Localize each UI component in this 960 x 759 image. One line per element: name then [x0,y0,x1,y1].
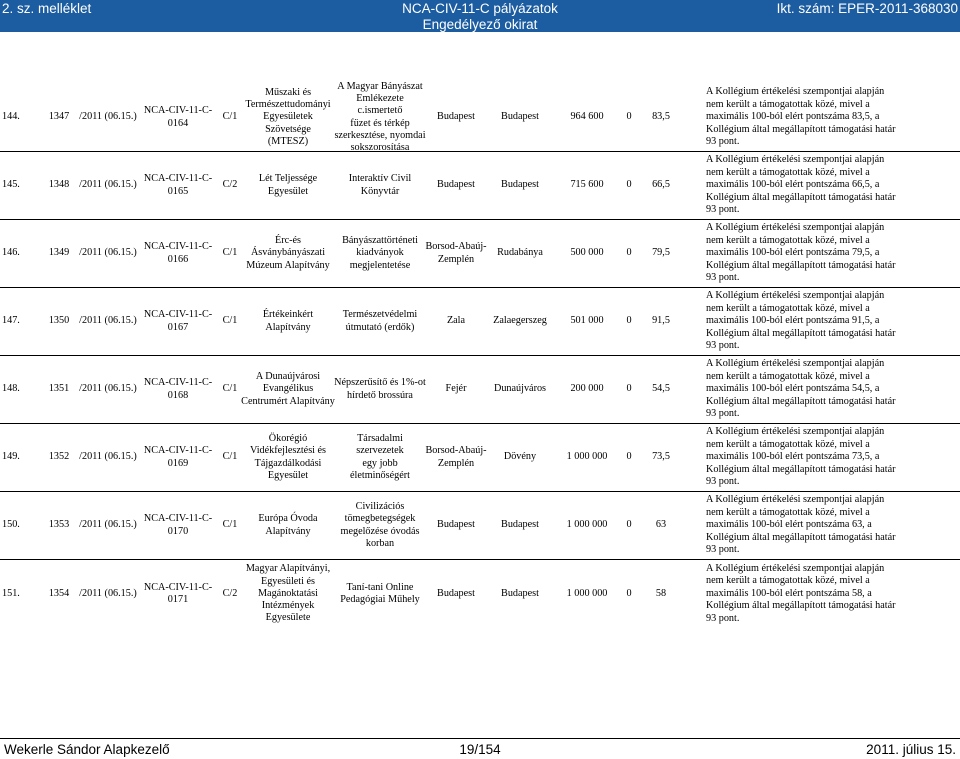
project-title-line: Taní-tani Online [346,581,414,593]
cell-organization-name [240,424,336,491]
cell-row-number [2,356,42,423]
organization-name-line: Centrumért Alapítvány [241,395,335,407]
cell-city [488,84,552,151]
organization-name-line: Intézmények [261,600,315,612]
county-line: Zemplén [437,457,475,469]
score-text: 58 [655,587,667,599]
score-text: 79,5 [652,247,670,259]
cell-application-code [140,356,216,423]
table-row [0,492,960,560]
header-annex-label: 2. sz. melléklet [2,1,92,16]
cell-row-number [2,152,42,219]
footer-organization: Wekerle Sándor Alapkezelő [4,742,170,757]
cell-row-number [2,424,42,491]
organization-name-line: Európa Óvoda [258,513,318,525]
project-title-line: hírdető brossúra [347,389,413,401]
cell-organization-name [240,560,336,628]
organization-name-line: Érc-és [274,235,302,247]
rejection-reason-text: A Kollégium értékelési szempontjai alapján nem került a támogatottak közé, mivel a maximális 100-ból elért pontszáma 54,5, a Kollégium által megállapított támogatási határ 93 pont. [706,358,896,420]
project-title-line: egy jobb életminőségért [350,457,410,481]
organization-name-line: Lét Teljessége [258,173,318,185]
application-code-line: 0167 [167,321,189,333]
granted-amount-text: 0 [626,383,632,395]
cell-city [488,560,552,628]
granted-amount-text: 0 [626,587,632,599]
rejection-reason-text: A Kollégium értékelési szempontjai alapján nem került a támogatottak közé, mivel a maximális 100-ból elért pontszáma 79,5, a Kollégium által megállapított támogatási határ 93 pont. [706,222,896,284]
organization-name-line: Értékeinkért Alapítvány [262,309,314,333]
cell-county [424,288,488,355]
organization-name-line: Egyesülete [265,612,311,624]
cell-application-code [140,424,216,491]
cell-organization-name [240,152,336,219]
application-code-line: 0166 [167,253,189,265]
application-code-line: 0171 [167,594,189,605]
cell-city [488,152,552,219]
cell-score [636,560,686,628]
cell-decision-date [76,356,140,423]
cell-application-code [140,560,216,628]
cell-row-number [2,560,42,628]
cell-score [636,288,686,355]
decision-date-text: /2011 (06.15.) [79,587,137,599]
row-number-text: 144. [2,111,20,123]
requested-amount-text: 1 000 000 [566,451,608,463]
cell-granted-amount [622,220,636,287]
county-line: Zemplén [437,253,475,265]
project-title-line: megjelentetése [349,259,411,271]
organization-name-line: Tájgazdálkodási [254,457,322,469]
application-code-line: NCA-CIV-11-C- [143,581,213,593]
city-text: Budapest [501,179,539,191]
application-id-text: 1351 [48,383,70,395]
cell-row-number [2,288,42,355]
cell-decision-date [76,492,140,559]
county-text: Budapest [437,587,475,599]
category-text: C/1 [222,111,238,123]
cell-decision-date [76,560,140,628]
cell-decision-date [76,288,140,355]
county-line: Borsod-Abaúj- [425,241,487,253]
organization-name-line: Természettudományi [245,99,331,111]
score-text: 91,5 [652,315,670,327]
granted-amount-text: 0 [626,315,632,327]
cell-requested-amount [552,288,622,355]
requested-amount-text: 1 000 000 [566,519,608,531]
cell-application-id [42,288,76,355]
granted-amount-text: 0 [626,451,632,463]
project-title-line: Bányászattörténeti [342,235,418,247]
project-title-line: sokszorosítása [350,142,410,154]
cell-city [488,288,552,355]
cell-row-number [2,492,42,559]
cell-rejection-reason [706,424,960,491]
city-text: Budapest [501,111,539,123]
cell-rejection-reason [706,560,960,628]
organization-name-line: Egyesület [267,469,309,481]
project-title-line: Pedagógiai Műhely [340,594,420,605]
cell-county [424,560,488,628]
cell-granted-amount [622,288,636,355]
cell-requested-amount [552,152,622,219]
decision-date-text: /2011 (06.15.) [79,315,137,327]
cell-project-title [334,220,426,287]
cell-application-id [42,84,76,151]
project-title-line: Könyvtár [360,185,400,197]
city-text: Dövény [503,451,537,463]
requested-amount-text: 200 000 [570,383,604,395]
cell-requested-amount [552,220,622,287]
application-code-line: NCA-CIV-11-C- [143,105,213,117]
cell-county [424,220,488,287]
cell-county [424,152,488,219]
cell-organization-name [240,220,336,287]
application-code-line: NCA-CIV-11-C- [143,513,213,525]
category-text: C/1 [222,247,238,259]
row-number-text: 148. [2,383,20,395]
cell-county [424,84,488,151]
cell-application-id [42,560,76,628]
county-text: Budapest [437,519,475,531]
organization-name-line: Múzeum Alapítvány [246,259,330,271]
city-text: Budapest [501,587,539,599]
project-title-line: Népszerűsítő és 1%-ot [334,377,426,389]
application-id-text: 1354 [48,587,70,599]
application-code-line: 0170 [167,525,189,537]
cell-organization-name [240,288,336,355]
page-footer [0,738,960,759]
cell-rejection-reason [706,152,960,219]
row-number-text: 145. [2,179,20,191]
row-number-text: 150. [2,519,20,531]
table-row [0,220,960,288]
cell-granted-amount [622,492,636,559]
cell-application-code [140,84,216,151]
cell-application-code [140,492,216,559]
organization-name-line: Egyesületek Szövetsége [263,111,313,135]
table-row [0,560,960,628]
organization-name-line: Magyar Alapítványi, [245,563,331,575]
cell-granted-amount [622,356,636,423]
table-row [0,288,960,356]
cell-application-id [42,492,76,559]
row-number-text: 147. [2,315,20,327]
cell-application-id [42,152,76,219]
decision-date-text: /2011 (06.15.) [79,383,137,395]
row-number-text: 151. [2,587,20,599]
cell-score [636,424,686,491]
organization-name-line: Egyesület [267,185,309,197]
project-title-line: korban [365,537,395,549]
score-text: 54,5 [652,383,670,395]
rejection-reason-text: A Kollégium értékelési szempontjai alapján nem került a támogatottak közé, mivel a maximális 100-ból elért pontszáma 73,5, a Kollégium által megállapított támogatási határ 93 pont. [706,426,896,488]
cell-requested-amount [552,424,622,491]
city-text: Dunaújváros [493,383,547,395]
category-text: C/1 [222,315,238,327]
cell-county [424,492,488,559]
organization-name-line: Evangélikus [262,383,314,395]
organization-name-line: Magánoktatási [258,587,318,599]
decision-date-text: /2011 (06.15.) [79,451,137,463]
cell-requested-amount [552,356,622,423]
cell-rejection-reason [706,288,960,355]
cell-application-code [140,152,216,219]
cell-city [488,220,552,287]
cell-requested-amount [552,492,622,559]
cell-granted-amount [622,84,636,151]
cell-project-title [334,424,426,491]
row-number-text: 146. [2,247,20,259]
cell-application-id [42,424,76,491]
cell-requested-amount [552,560,622,628]
cell-city [488,492,552,559]
cell-granted-amount [622,152,636,219]
decision-date-text: /2011 (06.15.) [79,179,137,191]
score-text: 63 [655,519,667,531]
organization-name-line: Alapítvány [265,525,311,537]
decision-date-text: /2011 (06.15.) [79,111,137,123]
footer-date: 2011. július 15. [866,742,956,757]
cell-organization-name [240,84,336,151]
cell-city [488,424,552,491]
granted-amount-text: 0 [626,179,632,191]
city-text: Zalaegerszeg [493,315,547,327]
category-text: C/2 [222,587,238,599]
application-code-line: 0164 [167,117,189,129]
organization-name-line: Műszaki és [264,86,312,98]
granted-amount-text: 0 [626,247,632,259]
project-title-line: Természetvédelmi [342,309,418,321]
county-line: Borsod-Abaúj- [425,445,487,457]
application-code-line: NCA-CIV-11-C- [143,241,213,253]
county-text: Budapest [437,111,475,123]
project-title-line: útmutató (erdők) [345,321,415,333]
project-title-line: Interaktív Civil [348,173,412,185]
cell-project-title [334,356,426,423]
header-title-line1: NCA-CIV-11-C pályázatok [402,1,558,16]
project-title-line: füzet és térkép [350,117,410,129]
organization-name-line: Vidékfejlesztési és [249,445,327,457]
cell-application-id [42,220,76,287]
organization-name-line: A Dunaújvárosi [255,371,321,383]
cell-rejection-reason [706,220,960,287]
cell-score [636,492,686,559]
cell-score [636,84,686,151]
cell-rejection-reason [706,356,960,423]
rejection-reason-text: A Kollégium értékelési szempontjai alapján nem került a támogatottak közé, mivel a maximális 100-ból elért pontszáma 83,5, a Kollégium által megállapított támogatási határ 93 pont. [706,86,896,148]
score-text: 83,5 [652,111,670,123]
cell-score [636,356,686,423]
decision-date-text: /2011 (06.15.) [79,519,137,531]
category-text: C/1 [222,519,238,531]
application-code-line: NCA-CIV-11-C- [143,377,213,389]
cell-project-title [334,560,426,628]
cell-project-title [334,288,426,355]
footer-page-number: 19/154 [459,742,501,757]
application-code-line: 0165 [167,185,189,197]
header-title-line2: Engedélyező okirat [422,17,538,32]
application-id-text: 1353 [48,519,70,531]
table-row [0,356,960,424]
application-code-line: NCA-CIV-11-C- [143,445,213,457]
cell-row-number [2,220,42,287]
cell-application-code [140,220,216,287]
cell-project-title [334,80,426,154]
city-text: Rudabánya [497,247,543,259]
cell-county [424,356,488,423]
cell-granted-amount [622,560,636,628]
category-text: C/2 [222,179,238,191]
cell-requested-amount [552,84,622,151]
table-row [0,152,960,220]
cell-score [636,152,686,219]
cell-organization-name [240,492,336,559]
application-id-text: 1347 [48,111,70,123]
project-title-line: Emlékezete c.ismertető [356,92,404,117]
requested-amount-text: 500 000 [570,247,604,259]
county-text: Budapest [437,179,475,191]
cell-score [636,220,686,287]
cell-decision-date [76,424,140,491]
project-title-line: A Magyar Bányászat [337,80,423,92]
project-title-line: Társadalmi szervezetek [356,432,404,457]
project-title-line: megelőzése óvodás [340,525,420,537]
county-text: Fejér [445,383,467,395]
organization-name-line: Ásványbányászati [250,247,326,259]
rejection-reason-text: A Kollégium értékelési szempontjai alapján nem került a támogatottak közé, mivel a maximális 100-ból elért pontszáma 63, a Kollégium által megállapított támogatási határ 93 pont. [706,494,896,556]
city-text: Budapest [501,519,539,531]
requested-amount-text: 964 600 [570,111,604,123]
cell-application-code [140,288,216,355]
application-code-line: NCA-CIV-11-C- [143,309,213,321]
cell-granted-amount [622,424,636,491]
project-title-line: szerkesztése, nyomdai [334,129,426,141]
cell-decision-date [76,220,140,287]
cell-organization-name [240,356,336,423]
table-row [0,424,960,492]
application-code-line: 0168 [167,389,189,401]
granted-amount-text: 0 [626,111,632,123]
county-text: Zala [446,315,466,327]
cell-rejection-reason [706,492,960,559]
granted-amount-text: 0 [626,519,632,531]
application-code-line: 0169 [167,457,189,469]
category-text: C/1 [222,451,238,463]
requested-amount-text: 715 600 [570,179,604,191]
results-table [0,80,960,628]
rejection-reason-text: A Kollégium értékelési szempontjai alapján nem került a támogatottak közé, mivel a maximális 100-ból elért pontszáma 91,5, a Kollégium által megállapított támogatási határ 93 pont. [706,290,896,352]
cell-project-title [334,492,426,559]
organization-name-line: (MTESZ) [267,135,309,147]
project-title-line: Civilizációs [355,500,405,512]
application-id-text: 1349 [48,247,70,259]
header-file-number: Ikt. szám: EPER-2011-368030 [776,1,958,16]
page-header [0,0,960,32]
cell-project-title [334,152,426,219]
application-id-text: 1348 [48,179,70,191]
cell-decision-date [76,152,140,219]
organization-name-line: Egyesületi és [260,575,316,587]
row-number-text: 149. [2,451,20,463]
organization-name-line: Ökorégió [268,432,308,444]
application-id-text: 1350 [48,315,70,327]
application-code-line: NCA-CIV-11-C- [143,173,213,185]
cell-row-number [2,84,42,151]
cell-rejection-reason [706,84,960,151]
rejection-reason-text: A Kollégium értékelési szempontjai alapján nem került a támogatottak közé, mivel a maximális 100-ból elért pontszáma 66,5, a Kollégium által megállapított támogatási határ 93 pont. [706,154,896,216]
category-text: C/1 [222,383,238,395]
cell-city [488,356,552,423]
project-title-line: tömegbetegségek [344,513,416,525]
cell-county [424,424,488,491]
cell-decision-date [76,84,140,151]
requested-amount-text: 501 000 [570,315,604,327]
score-text: 66,5 [652,179,670,191]
table-row [0,80,960,154]
application-id-text: 1352 [48,451,70,463]
score-text: 73,5 [652,451,670,463]
cell-application-id [42,356,76,423]
rejection-reason-text: A Kollégium értékelési szempontjai alapján nem került a támogatottak közé, mivel a maximális 100-ból elért pontszáma 58, a Kollégium által megállapított támogatási határ 93 pont. [706,562,896,624]
project-title-line: kiadványok [356,247,404,259]
decision-date-text: /2011 (06.15.) [79,247,137,259]
requested-amount-text: 1 000 000 [566,587,608,599]
